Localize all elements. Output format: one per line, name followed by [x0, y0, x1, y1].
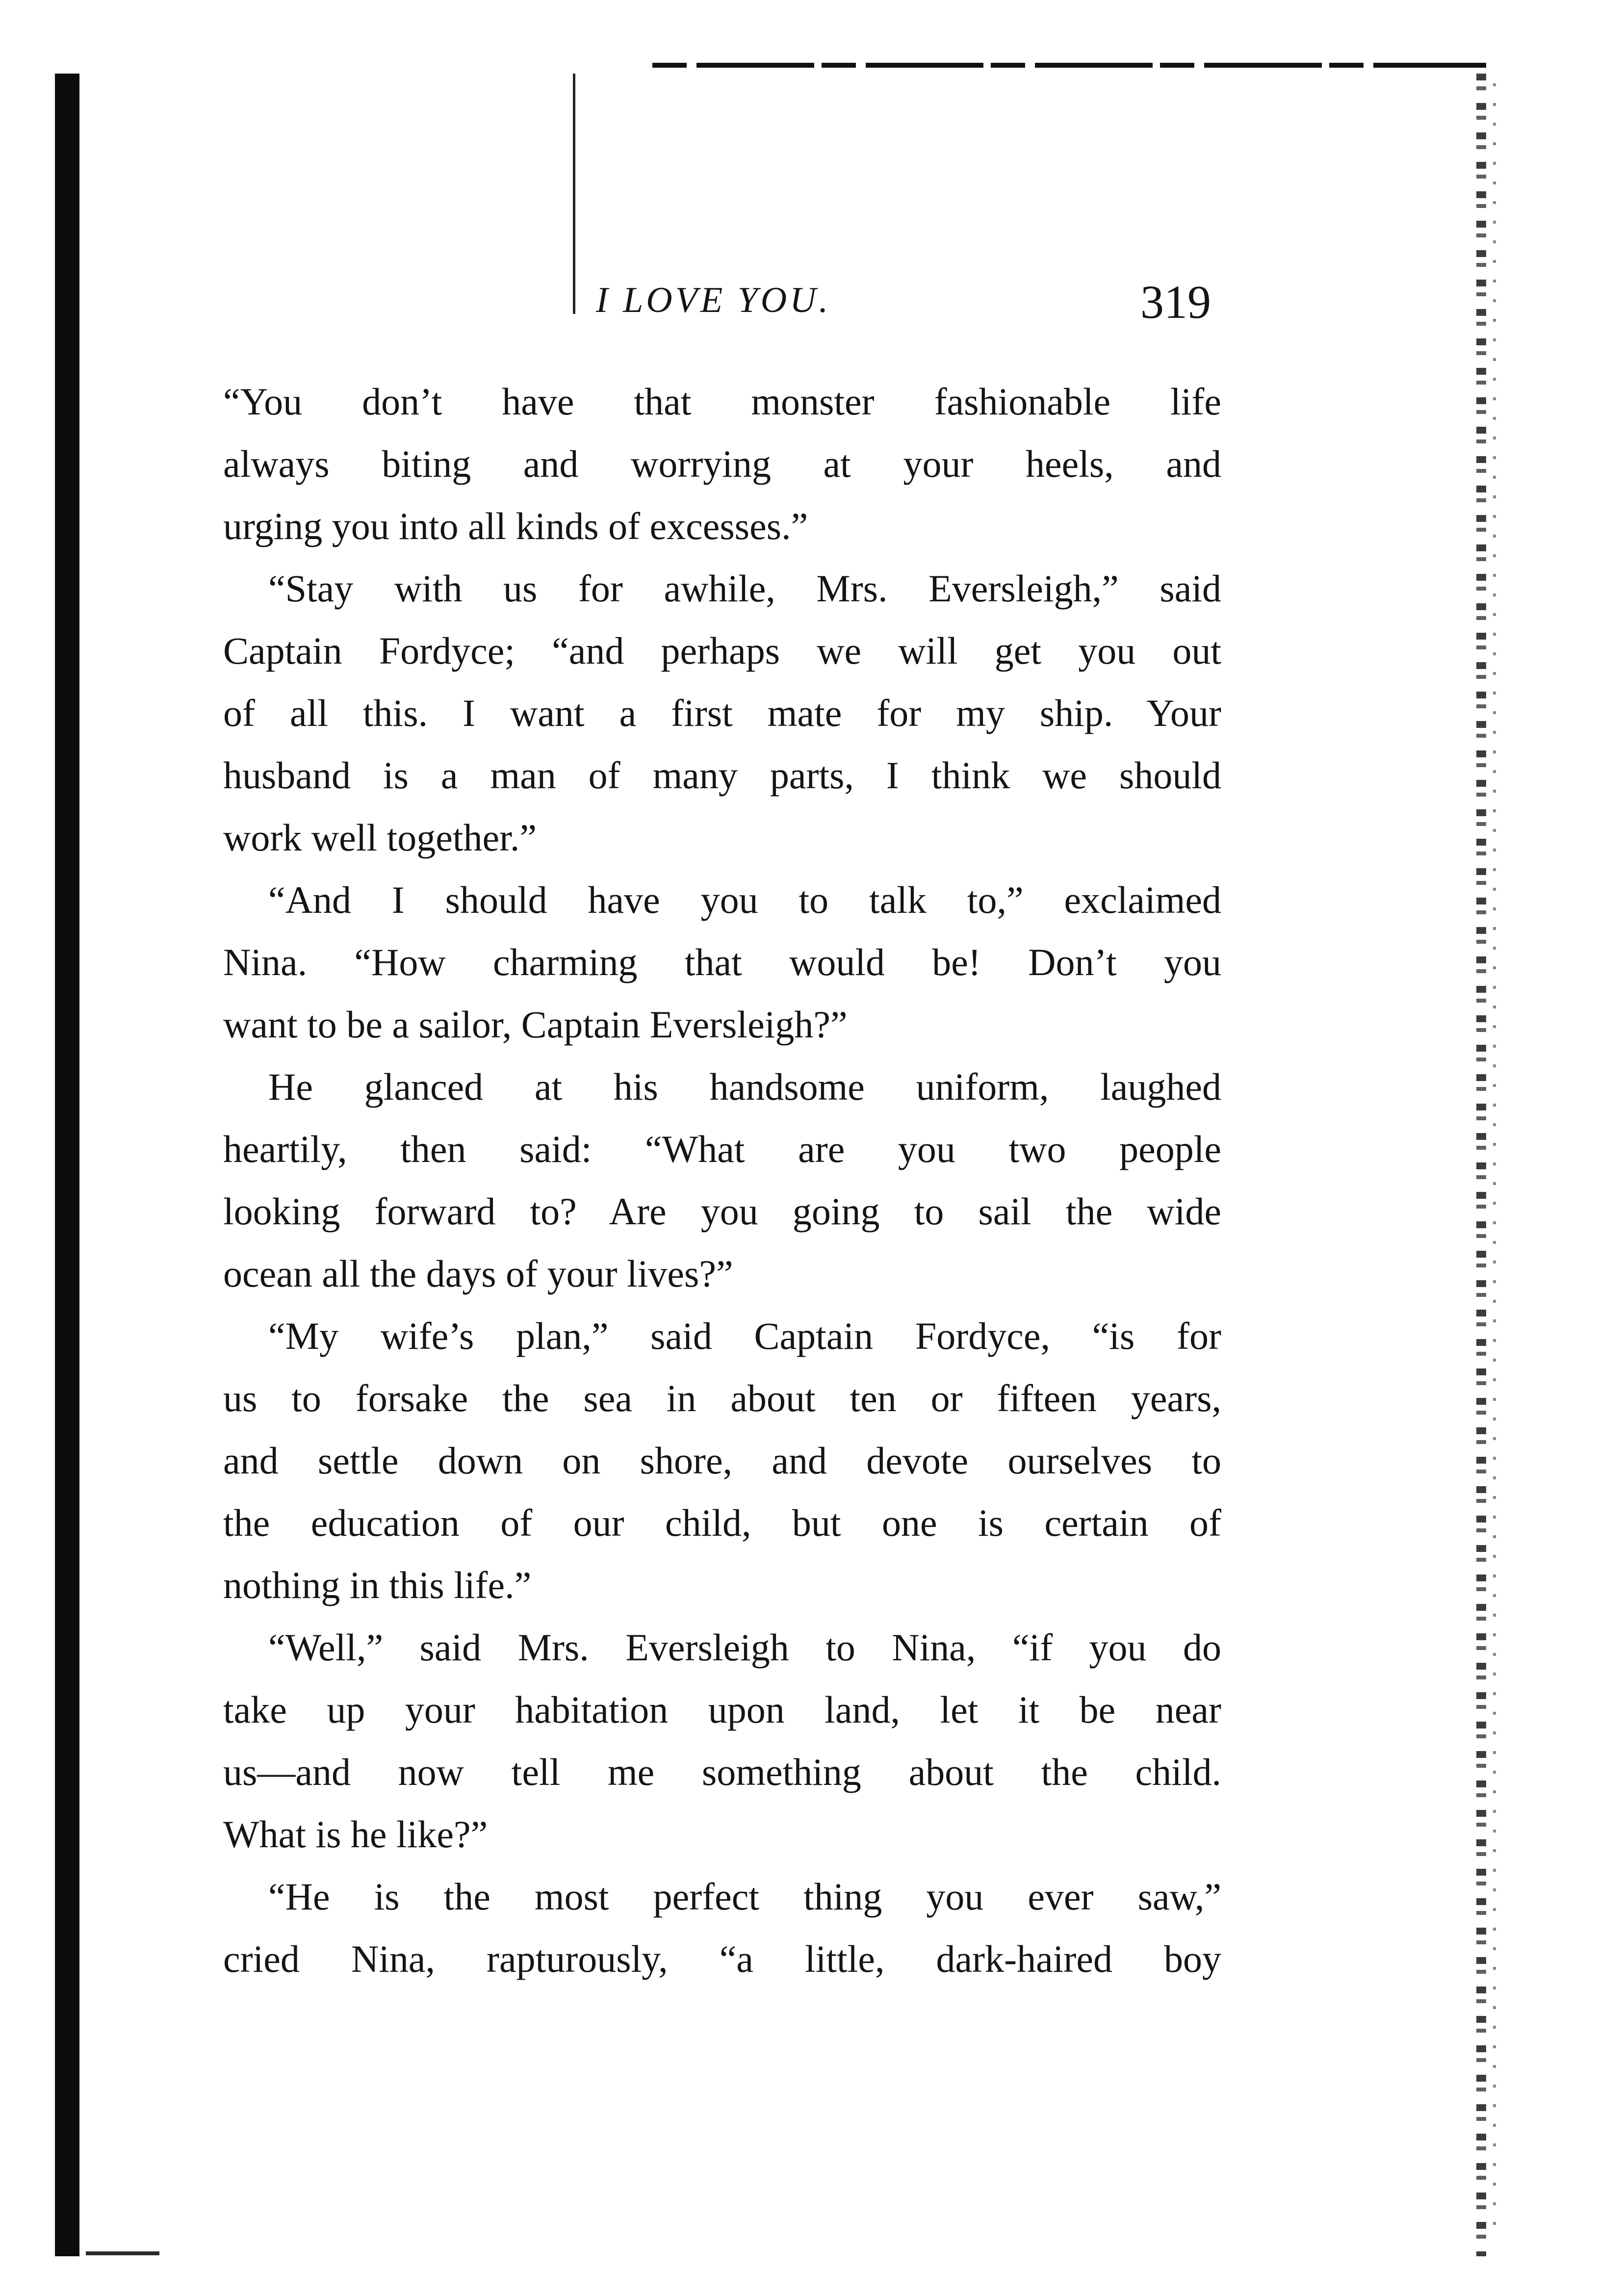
text-line: of all this. I want a first mate for my ship. Your: [223, 692, 1221, 734]
text-line: He glanced at his handsome uniform, laughed: [268, 1065, 1221, 1108]
page-number: 319: [1140, 276, 1211, 328]
text-line: “Well,” said Mrs. Eversleigh to Nina, “if you do: [268, 1626, 1221, 1669]
text-line: cried Nina, rapturously, “a little, dark-haired boy: [223, 1937, 1221, 1980]
right-page-edge-speckle: [1493, 83, 1496, 2242]
text-line: “Stay with us for awhile, Mrs. Eversleigh,” said: [268, 567, 1221, 610]
text-line: nothing in this life.”: [223, 1564, 532, 1606]
text-line: us to forsake the sea in about ten or fifteen years,: [223, 1377, 1221, 1419]
text-line: work well together.”: [223, 816, 537, 859]
body-text: [223, 370, 1221, 1990]
text-line: take up your habitation upon land, let it be near: [223, 1688, 1221, 1731]
binding-shadow-foot: [86, 2251, 159, 2255]
text-line: the education of our child, but one is certain of: [223, 1501, 1221, 1544]
text-line: urging you into all kinds of excesses.”: [223, 505, 808, 547]
text-line: “He is the most perfect thing you ever saw,”: [268, 1875, 1221, 1918]
text-line: us—and now tell me something about the child.: [223, 1751, 1221, 1793]
text-line: Captain Fordyce; “and perhaps we will get you out: [223, 629, 1221, 672]
binding-shadow: [55, 74, 79, 2256]
text-line: and settle down on shore, and devote ourselves to: [223, 1439, 1221, 1482]
text-line: want to be a sailor, Captain Eversleigh?”: [223, 1003, 848, 1046]
top-edge-rule: [652, 63, 1486, 68]
text-line: What is he like?”: [223, 1813, 488, 1856]
text-line: “My wife’s plan,” said Captain Fordyce, “is for: [268, 1315, 1221, 1357]
text-line: ocean all the days of your lives?”: [223, 1252, 733, 1295]
right-page-edge: [1476, 74, 1486, 2256]
text-line: looking forward to? Are you going to sail the wide: [223, 1190, 1221, 1233]
text-line: heartily, then said: “What are you two people: [223, 1128, 1221, 1170]
text-line: “And I should have you to talk to,” exclaimed: [268, 878, 1221, 921]
text-line: “You don’t have that monster fashionable life: [223, 380, 1221, 423]
text-line: always biting and worrying at your heels, and: [223, 442, 1221, 485]
running-title: I LOVE YOU.: [596, 280, 831, 320]
fold-crease: [573, 74, 575, 314]
text-line: husband is a man of many parts, I think we should: [223, 754, 1221, 797]
text-line: Nina. “How charming that would be! Don’t you: [223, 941, 1221, 983]
